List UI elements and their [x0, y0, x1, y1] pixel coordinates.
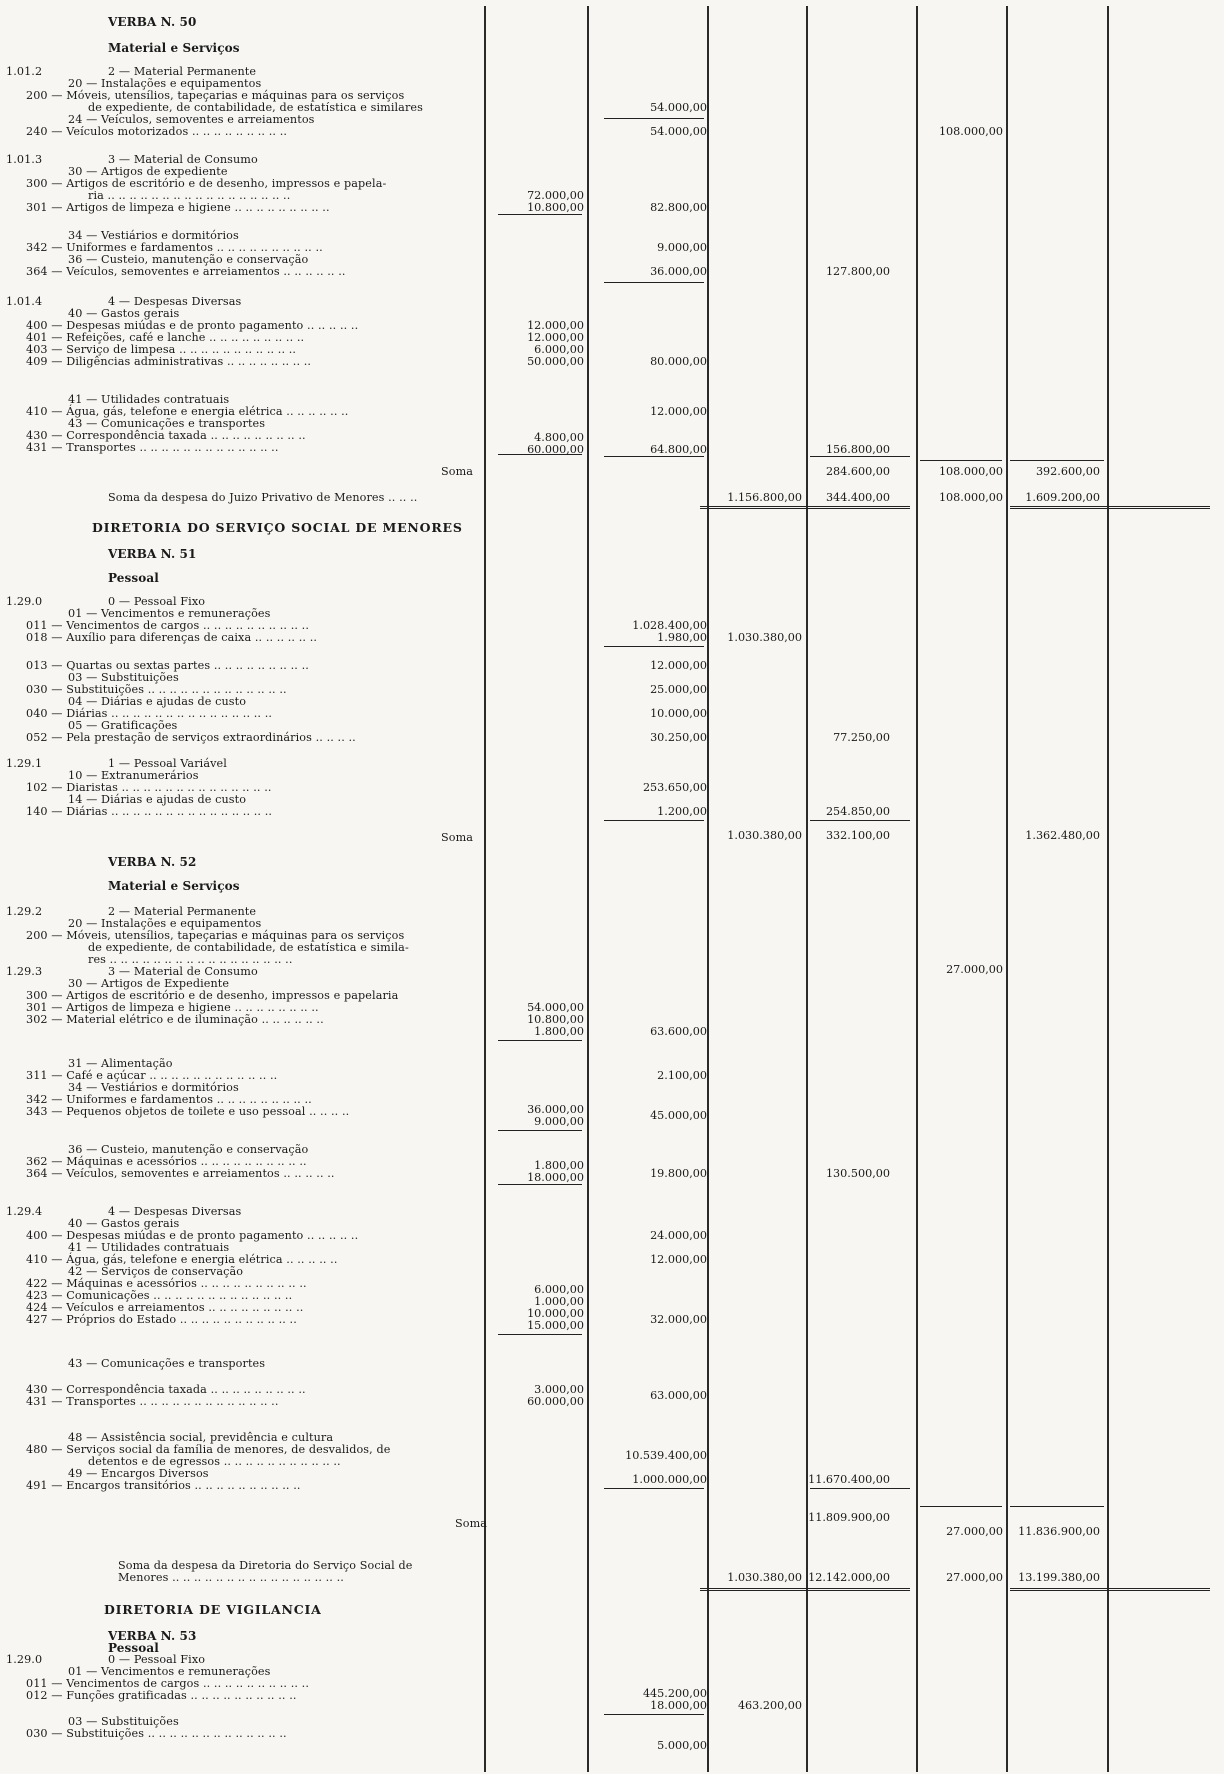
- amount: 11.836.900,00: [1018, 1525, 1100, 1538]
- column-rule: [707, 6, 709, 1772]
- line-item: 2 — Material Permanente: [108, 65, 257, 78]
- account-code: 1.29.2: [6, 905, 43, 918]
- line-item: 0 — Pessoal Fixo: [108, 595, 206, 608]
- line-item: 423 — Comunicações .. .. .. .. .. .. .. .. .. .. .. .. ..: [26, 1289, 293, 1302]
- line-item: 011 — Vencimentos de cargos .. .. .. .. .. .. .. .. .. ..: [26, 619, 309, 632]
- sum-rule: [920, 460, 1002, 461]
- line-item: 01 — Vencimentos e remunerações: [68, 1665, 271, 1678]
- amount: 63.000,00: [650, 1389, 707, 1402]
- line-item: 30 — Artigos de expediente: [68, 165, 228, 178]
- sum-rule: [1010, 460, 1104, 461]
- amount: 1.030.380,00: [727, 829, 802, 842]
- amount: 18.000,00: [650, 1699, 707, 1712]
- amount: 10.539.400,00: [625, 1449, 707, 1462]
- line-item: 2 — Material Permanente: [108, 905, 257, 918]
- line-item: 018 — Auxílio para diferenças de caixa .. .. .. .. .. ..: [26, 631, 318, 644]
- amount: 82.800,00: [650, 201, 707, 214]
- amount: 64.800,00: [650, 443, 707, 456]
- sum-rule: [498, 1334, 582, 1335]
- amount: 9.000,00: [534, 1115, 584, 1128]
- amount: 24.000,00: [650, 1229, 707, 1242]
- sum-rule: [498, 1130, 582, 1131]
- sum-rule: [498, 1040, 582, 1041]
- amount: 10.800,00: [527, 201, 584, 214]
- line-item: 400 — Despesas miúdas e de pronto pagamento .. .. .. .. ..: [26, 319, 359, 332]
- amount: 10.800,00: [527, 1013, 584, 1026]
- amount: 127.800,00: [825, 265, 890, 278]
- section-heading: Pessoal: [108, 1641, 159, 1655]
- line-item: detentos e de egressos .. .. .. .. .. .. .. .. .. .. ..: [88, 1455, 341, 1468]
- line-item: 300 — Artigos de escritório e de desenho, impressos e papela-: [26, 177, 387, 190]
- line-item: 424 — Veículos e arreiamentos .. .. .. .. .. .. .. .. ..: [26, 1301, 304, 1314]
- soma-label: Soma: [441, 465, 474, 478]
- sum-rule: [498, 454, 582, 455]
- sum-rule: [920, 1506, 1002, 1507]
- total-label: Soma da despesa do Juizo Privativo de Menores .. .. ..: [108, 491, 418, 504]
- line-item: 409 — Diligências administrativas .. .. .. .. .. .. .. ..: [26, 355, 312, 368]
- amount: 9.000,00: [657, 241, 707, 254]
- line-item: 31 — Alimentação: [68, 1057, 173, 1070]
- line-item: 364 — Veículos, semoventes e arreiamentos .. .. .. .. ..: [26, 1167, 335, 1180]
- account-code: 1.29.3: [6, 965, 43, 978]
- amount: 12.000,00: [527, 319, 584, 332]
- total-rule: [700, 506, 810, 509]
- amount: 10.000,00: [527, 1307, 584, 1320]
- line-item: 480 — Serviços social da família de menores, de desvalidos, de: [26, 1443, 391, 1456]
- amount: 45.000,00: [650, 1109, 707, 1122]
- line-item: 49 — Encargos Diversos: [68, 1467, 209, 1480]
- amount: 32.000,00: [650, 1313, 707, 1326]
- amount: 1.980,00: [657, 631, 707, 644]
- line-item: de expediente, de contabilidade, de estatística e similares: [88, 101, 423, 114]
- amount: 1.030.380,00: [727, 1571, 802, 1584]
- amount: 54.000,00: [650, 125, 707, 138]
- account-code: 1.01.2: [6, 65, 43, 78]
- amount: 12.142.000,00: [808, 1571, 890, 1584]
- line-item: 40 — Gastos gerais: [68, 1217, 180, 1230]
- column-rule: [916, 6, 918, 1772]
- line-item: 3 — Material de Consumo: [108, 153, 258, 166]
- line-item: 430 — Correspondência taxada .. .. .. .. .. .. .. .. ..: [26, 1383, 306, 1396]
- line-item: 302 — Material elétrico e de iluminação .. .. .. .. .. ..: [26, 1013, 324, 1026]
- sum-rule: [604, 646, 704, 647]
- amount: 1.000,00: [534, 1295, 584, 1308]
- line-item: 342 — Uniformes e fardamentos .. .. .. .. .. .. .. .. ..: [26, 1093, 312, 1106]
- amount: 12.000,00: [650, 1253, 707, 1266]
- amount: 13.199.380,00: [1018, 1571, 1100, 1584]
- amount: 12.000,00: [650, 405, 707, 418]
- line-item: 36 — Custeio, manutenção e conservação: [68, 253, 309, 266]
- section-heading: Pessoal: [108, 571, 159, 585]
- amount: 1.200,00: [657, 805, 707, 818]
- amount: 12.000,00: [650, 659, 707, 672]
- amount: 1.800,00: [534, 1159, 584, 1172]
- amount: 2.100,00: [657, 1069, 707, 1082]
- amount: 1.156.800,00: [727, 491, 802, 504]
- sum-rule: [604, 118, 704, 119]
- line-item: 011 — Vencimentos de cargos .. .. .. .. .. .. .. .. .. ..: [26, 1677, 309, 1690]
- line-item: 040 — Diárias .. .. .. .. .. .. .. .. .. .. .. .. .. .. ..: [26, 707, 273, 720]
- line-item: 1 — Pessoal Variável: [108, 757, 227, 770]
- amount: 6.000,00: [534, 343, 584, 356]
- total-rule: [810, 506, 910, 509]
- line-item: 43 — Comunicações e transportes: [68, 417, 266, 430]
- account-code: 1.29.0: [6, 1653, 43, 1666]
- line-item: 240 — Veículos motorizados .. .. .. .. .. .. .. .. ..: [26, 125, 288, 138]
- amount: 3.000,00: [534, 1383, 584, 1396]
- line-item: 43 — Comunicações e transportes: [68, 1357, 266, 1370]
- soma-label: Soma: [455, 1517, 488, 1530]
- total-rule: [700, 1588, 810, 1591]
- amount: 18.000,00: [527, 1171, 584, 1184]
- line-item: 301 — Artigos de limpeza e higiene .. .. .. .. .. .. .. ..: [26, 1001, 319, 1014]
- amount: 1.800,00: [534, 1025, 584, 1038]
- total-rule: [810, 1588, 910, 1591]
- line-item: 20 — Instalações e equipamentos: [68, 917, 262, 930]
- line-item: 41 — Utilidades contratuais: [68, 1241, 230, 1254]
- line-item: 03 — Substituições: [68, 671, 179, 684]
- line-item: 42 — Serviços de conservação: [68, 1265, 244, 1278]
- line-item: 36 — Custeio, manutenção e conservação: [68, 1143, 309, 1156]
- line-item: 300 — Artigos de escritório e de desenho, impressos e papelaria: [26, 989, 399, 1002]
- column-rule: [1107, 6, 1109, 1772]
- line-item: 342 — Uniformes e fardamentos .. .. .. .. .. .. .. .. .. ..: [26, 241, 323, 254]
- line-item: 343 — Pequenos objetos de toilete e uso pessoal .. .. .. ..: [26, 1105, 350, 1118]
- line-item: res .. .. .. .. .. .. .. .. .. .. .. .. .. .. .. .. ..: [88, 953, 293, 966]
- line-item: 14 — Diárias e ajudas de custo: [68, 793, 247, 806]
- amount: 344.400,00: [825, 491, 890, 504]
- amount: 130.500,00: [825, 1167, 890, 1180]
- line-item: 364 — Veículos, semoventes e arreiamentos .. .. .. .. .. ..: [26, 265, 346, 278]
- amount: 392.600,00: [1035, 465, 1100, 478]
- sum-rule: [1010, 1506, 1104, 1507]
- line-item: 04 — Diárias e ajudas de custo: [68, 695, 247, 708]
- line-item: ria .. .. .. .. .. .. .. .. .. .. .. .. .. .. .. .. ..: [88, 189, 291, 202]
- line-item: 362 — Máquinas e acessórios .. .. .. .. .. .. .. .. .. ..: [26, 1155, 307, 1168]
- amount: 4.800,00: [534, 431, 584, 444]
- soma-label: Soma: [441, 831, 474, 844]
- amount: 108.000,00: [938, 491, 1003, 504]
- line-item: 40 — Gastos gerais: [68, 307, 180, 320]
- amount: 5.000,00: [657, 1739, 707, 1752]
- line-item: 3 — Material de Consumo: [108, 965, 258, 978]
- amount: 108.000,00: [938, 465, 1003, 478]
- line-item: 03 — Substituições: [68, 1715, 179, 1728]
- amount: 27.000,00: [946, 1571, 1003, 1584]
- amount: 1.000.000,00: [632, 1473, 707, 1486]
- sum-rule: [810, 820, 910, 821]
- line-item: 431 — Transportes .. .. .. .. .. .. .. .. .. .. .. .. ..: [26, 1395, 279, 1408]
- line-item: 4 — Despesas Diversas: [108, 295, 242, 308]
- account-code: 1.29.4: [6, 1205, 43, 1218]
- line-item: 48 — Assistência social, previdência e cultura: [68, 1431, 334, 1444]
- sum-rule: [604, 820, 704, 821]
- column-rule: [484, 6, 486, 1772]
- sum-rule: [498, 214, 582, 215]
- amount: 60.000,00: [527, 443, 584, 456]
- sum-rule: [810, 456, 910, 457]
- amount: 284.600,00: [825, 465, 890, 478]
- amount: 19.800,00: [650, 1167, 707, 1180]
- line-item: 34 — Vestiários e dormitórios: [68, 1081, 239, 1094]
- line-item: 410 — Água, gás, telefone e energia elétrica .. .. .. .. .. ..: [26, 405, 349, 418]
- account-code: 1.01.4: [6, 295, 43, 308]
- line-item: 30 — Artigos de Expediente: [68, 977, 230, 990]
- amount: 60.000,00: [527, 1395, 584, 1408]
- line-item: 427 — Próprios do Estado .. .. .. .. .. .. .. .. .. .. ..: [26, 1313, 297, 1326]
- line-item: 403 — Serviço de limpesa .. .. .. .. .. .. .. .. .. .. ..: [26, 343, 297, 356]
- line-item: 431 — Transportes .. .. .. .. .. .. .. .. .. .. .. .. ..: [26, 441, 279, 454]
- amount: 77.250,00: [833, 731, 890, 744]
- line-item: 200 — Móveis, utensílios, tapeçarias e máquinas para os serviços: [26, 89, 405, 102]
- amount: 36.000,00: [527, 1103, 584, 1116]
- sum-rule: [604, 1714, 704, 1715]
- account-code: 1.29.0: [6, 595, 43, 608]
- amount: 27.000,00: [946, 1525, 1003, 1538]
- amount: 30.250,00: [650, 731, 707, 744]
- amount: 27.000,00: [946, 963, 1003, 976]
- line-item: 102 — Diaristas .. .. .. .. .. .. .. .. .. .. .. .. .. ..: [26, 781, 272, 794]
- line-item: 012 — Funções gratificadas .. .. .. .. .. .. .. .. .. ..: [26, 1689, 297, 1702]
- section-heading: Material e Serviços: [108, 879, 240, 893]
- line-item: 401 — Refeições, café e lanche .. .. .. .. .. .. .. .. ..: [26, 331, 305, 344]
- amount: 54.000,00: [650, 101, 707, 114]
- amount: 80.000,00: [650, 355, 707, 368]
- account-code: 1.01.3: [6, 153, 43, 166]
- line-item: 030 — Substituições .. .. .. .. .. .. .. .. .. .. .. .. ..: [26, 1727, 287, 1740]
- section-heading: Material e Serviços: [108, 41, 240, 55]
- account-code: 1.29.1: [6, 757, 43, 770]
- amount: 54.000,00: [527, 1001, 584, 1014]
- amount: 36.000,00: [650, 265, 707, 278]
- line-item: 430 — Correspondência taxada .. .. .. .. .. .. .. .. ..: [26, 429, 306, 442]
- verba-heading: VERBA N. 52: [108, 855, 197, 869]
- sum-rule: [604, 282, 704, 283]
- line-item: 052 — Pela prestação de serviços extraordinários .. .. .. ..: [26, 731, 356, 744]
- amount: 445.200,00: [642, 1687, 707, 1700]
- amount: 10.000,00: [650, 707, 707, 720]
- line-item: 013 — Quartas ou sextas partes .. .. .. .. .. .. .. .. ..: [26, 659, 309, 672]
- line-item: 01 — Vencimentos e remunerações: [68, 607, 271, 620]
- line-item: de expediente, de contabilidade, de estatística e simila-: [88, 941, 409, 954]
- line-item: 030 — Substituições .. .. .. .. .. .. .. .. .. .. .. .. ..: [26, 683, 287, 696]
- total-label: Menores .. .. .. .. .. .. .. .. .. .. .. .. .. .. .. ..: [118, 1571, 344, 1584]
- line-item: 422 — Máquinas e acessórios .. .. .. .. .. .. .. .. .. ..: [26, 1277, 307, 1290]
- column-rule: [1006, 6, 1008, 1772]
- line-item: 400 — Despesas miúdas e de pronto pagamento .. .. .. .. ..: [26, 1229, 359, 1242]
- amount: 253.650,00: [642, 781, 707, 794]
- line-item: 41 — Utilidades contratuais: [68, 393, 230, 406]
- line-item: 140 — Diárias .. .. .. .. .. .. .. .. .. .. .. .. .. .. ..: [26, 805, 273, 818]
- line-item: 4 — Despesas Diversas: [108, 1205, 242, 1218]
- sum-rule: [604, 456, 704, 457]
- sum-rule: [604, 1488, 704, 1489]
- amount: 1.362.480,00: [1025, 829, 1100, 842]
- amount: 50.000,00: [527, 355, 584, 368]
- line-item: 05 — Gratificações: [68, 719, 178, 732]
- total-rule: [1010, 506, 1210, 509]
- amount: 254.850,00: [825, 805, 890, 818]
- amount: 63.600,00: [650, 1025, 707, 1038]
- total-rule: [1010, 1588, 1210, 1591]
- line-item: 410 — Água, gás, telefone e energia elétrica .. .. .. .. ..: [26, 1253, 338, 1266]
- amount: 25.000,00: [650, 683, 707, 696]
- amount: 72.000,00: [527, 189, 584, 202]
- amount: 156.800,00: [825, 443, 890, 456]
- line-item: 301 — Artigos de limpeza e higiene .. .. .. .. .. .. .. .. ..: [26, 201, 330, 214]
- verba-heading: VERBA N. 51: [108, 547, 197, 561]
- amount: 11.809.900,00: [808, 1511, 890, 1524]
- amount: 1.030.380,00: [727, 631, 802, 644]
- line-item: 200 — Móveis, utensílios, tapeçarias e máquinas para os serviços: [26, 929, 405, 942]
- amount: 1.609.200,00: [1025, 491, 1100, 504]
- department-heading: DIRETORIA DE VIGILANCIA: [104, 1602, 322, 1617]
- amount: 332.100,00: [825, 829, 890, 842]
- sum-rule: [810, 1488, 910, 1489]
- amount: 108.000,00: [938, 125, 1003, 138]
- line-item: 20 — Instalações e equipamentos: [68, 77, 262, 90]
- amount: 1.028.400,00: [632, 619, 707, 632]
- total-label: Soma da despesa da Diretoria do Serviço Social de: [118, 1559, 413, 1572]
- line-item: 311 — Café e açúcar .. .. .. .. .. .. .. .. .. .. .. ..: [26, 1069, 278, 1082]
- amount: 11.670.400,00: [808, 1473, 890, 1486]
- sum-rule: [498, 1184, 582, 1185]
- department-heading: DIRETORIA DO SERVIÇO SOCIAL DE MENORES: [92, 520, 463, 535]
- verba-heading: VERBA N. 53: [108, 1629, 197, 1643]
- amount: 463.200,00: [737, 1699, 802, 1712]
- line-item: 491 — Encargos transitórios .. .. .. .. .. .. .. .. .. ..: [26, 1479, 301, 1492]
- line-item: 34 — Vestiários e dormitórios: [68, 229, 239, 242]
- line-item: 10 — Extranumerários: [68, 769, 199, 782]
- verba-heading: VERBA N. 50: [108, 15, 197, 29]
- amount: 12.000,00: [527, 331, 584, 344]
- line-item: 24 — Veículos, semoventes e arreiamentos: [68, 113, 315, 126]
- amount: 15.000,00: [527, 1319, 584, 1332]
- amount: 6.000,00: [534, 1283, 584, 1296]
- line-item: 0 — Pessoal Fixo: [108, 1653, 206, 1666]
